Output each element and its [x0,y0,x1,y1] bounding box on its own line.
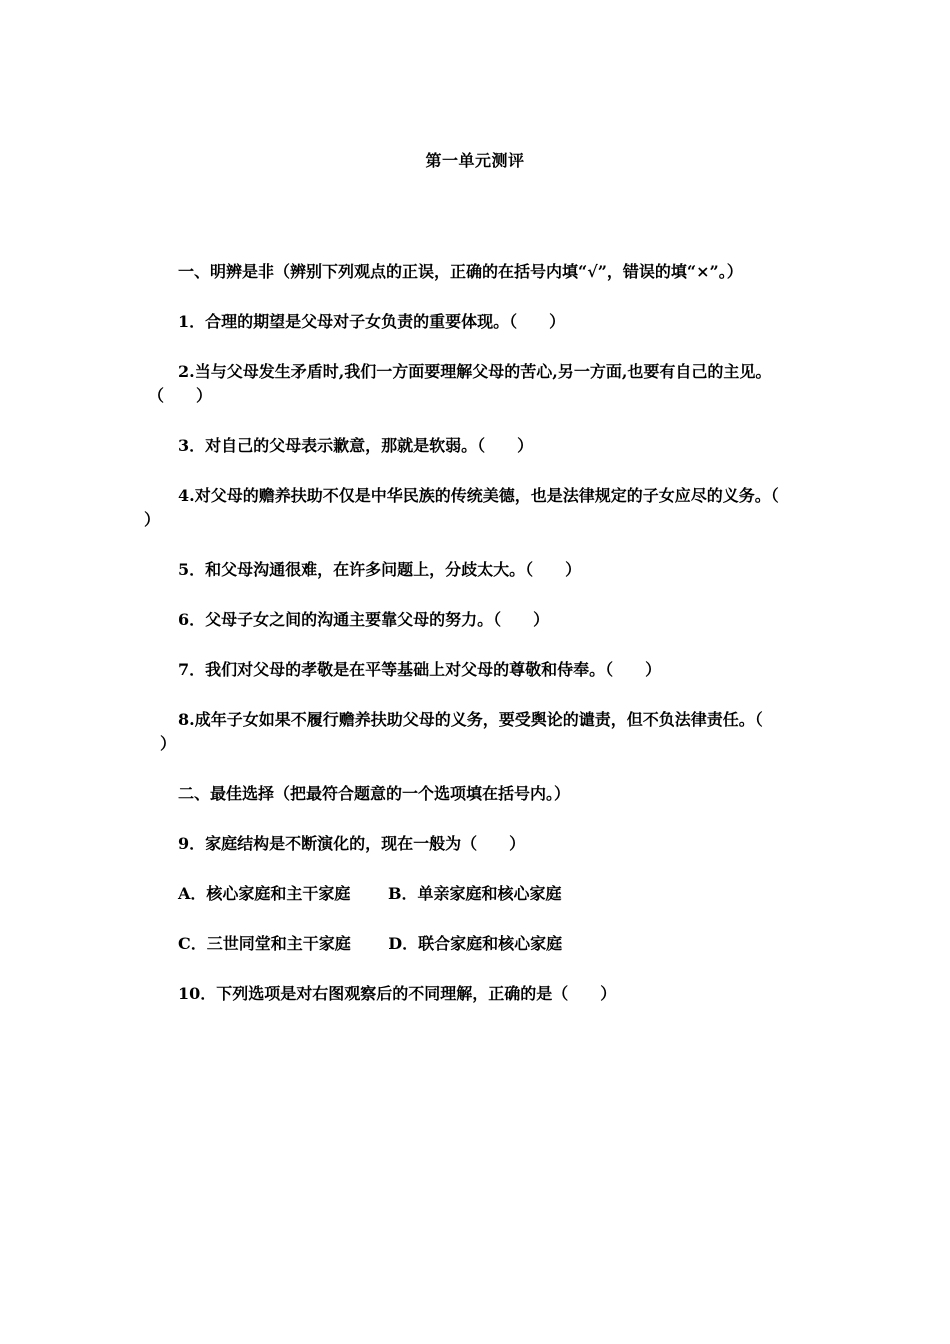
question-8-line-2: ） [160,734,177,753]
question-2-line-2: （ ） [148,386,213,405]
question-4-line-1: 4.对父母的赡养扶助不仅是中华民族的传统美德，也是法律规定的子女应尽的义务。（ [178,486,779,505]
question-7: 7．我们对父母的孝敬是在平等基础上对父母的尊敬和侍奉。（ ） [178,660,662,679]
question-9-options-row-1: A．核心家庭和主干家庭 B．单亲家庭和核心家庭 [178,884,562,903]
question-3: 3．对自己的父母表示歉意，那就是软弱。（ ） [178,436,534,455]
question-4-line-2: ） [144,510,161,529]
question-5: 5．和父母沟通很难，在许多问题上，分歧太大。（ ） [178,560,582,579]
question-10: 10．下列选项是对右图观察后的不同理解，正确的是（ ） [178,984,617,1003]
question-1: 1．合理的期望是父母对子女负责的重要体现。（ ） [178,312,566,331]
question-9: 9．家庭结构是不断演化的，现在一般为（ ） [178,834,526,853]
question-2-line-1: 2.当与父母发生矛盾时,我们一方面要理解父母的苦心,另一方面,也要有自己的主见。 [178,362,772,381]
question-6: 6．父母子女之间的沟通主要靠父母的努力。（ ） [178,610,550,629]
page-title: 第一单元测评 [425,151,525,170]
section-1-heading: 一、明辨是非（辨别下列观点的正误，正确的在括号内填“√”，错误的填“×”。） [178,262,743,281]
question-9-options-row-2: C．三世同堂和主干家庭 D．联合家庭和核心家庭 [178,934,563,953]
section-2-heading: 二、最佳选择（把最符合题意的一个选项填在括号内。） [178,784,571,803]
question-8-line-1: 8.成年子女如果不履行赡养扶助父母的义务，要受舆论的谴责，但不负法律责任。（ [178,710,763,729]
